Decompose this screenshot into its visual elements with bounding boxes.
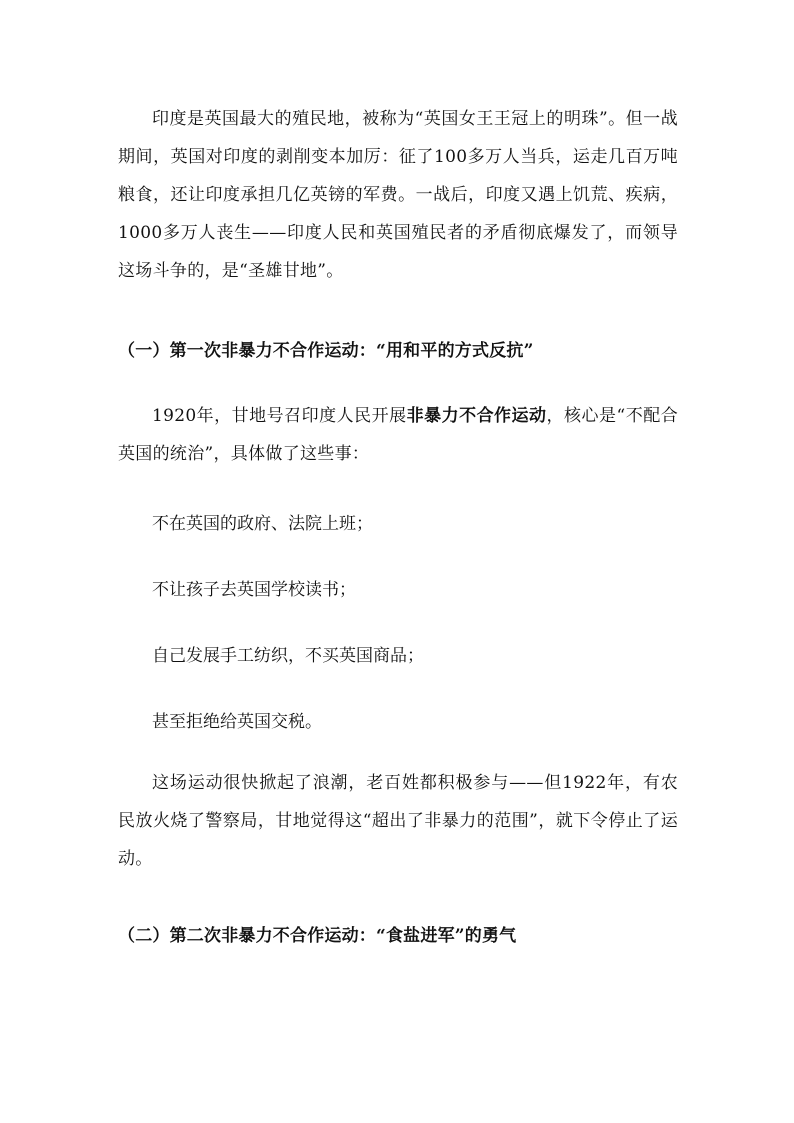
action-item: 甚至拒绝给英国交税。 bbox=[152, 712, 322, 732]
section-one-intro-after: ，核心是“不配合英国的统治”，具体做了这些事： bbox=[118, 406, 678, 464]
action-item: 不在英国的政府、法院上班； bbox=[152, 514, 373, 534]
section-one-intro-before: 1920年，甘地号召印度人民开展 bbox=[152, 406, 407, 426]
action-item: 不让孩子去英国学校读书； bbox=[152, 580, 356, 600]
section-one-intro-paragraph bbox=[118, 397, 678, 473]
section-two-heading: （二）第二次非暴力不合作运动：“食盐进军”的勇气 bbox=[118, 926, 517, 946]
intro-paragraph: 印度是英国最大的殖民地，被称为“英国女王王冠上的明珠”。但一战期间，英国对印度的剥削变本加厉：征了100多万人当兵，运走几百万吨粮食，还让印度承担几亿英镑的军费。一战后，印度又遇上饥荒、疾病，1000多万人丧生——印度人民和英国殖民者的矛盾彻底爆发了，而领导这场斗争的，是“圣雄甘地”。 bbox=[118, 109, 678, 281]
section-one-heading: （一）第一次非暴力不合作运动：“用和平的方式反抗” bbox=[118, 341, 534, 361]
action-item: 自己发展手工纺织，不买英国商品； bbox=[152, 646, 424, 666]
section-one-conclusion-paragraph: 这场运动很快掀起了浪潮，老百姓都积极参与——但1922年，有农民放火烧了警察局，甘地觉得这“超出了非暴力的范围”，就下令停止了运动。 bbox=[118, 773, 678, 869]
noncooperation-movement-emphasis: 非暴力不合作运动 bbox=[406, 406, 547, 426]
